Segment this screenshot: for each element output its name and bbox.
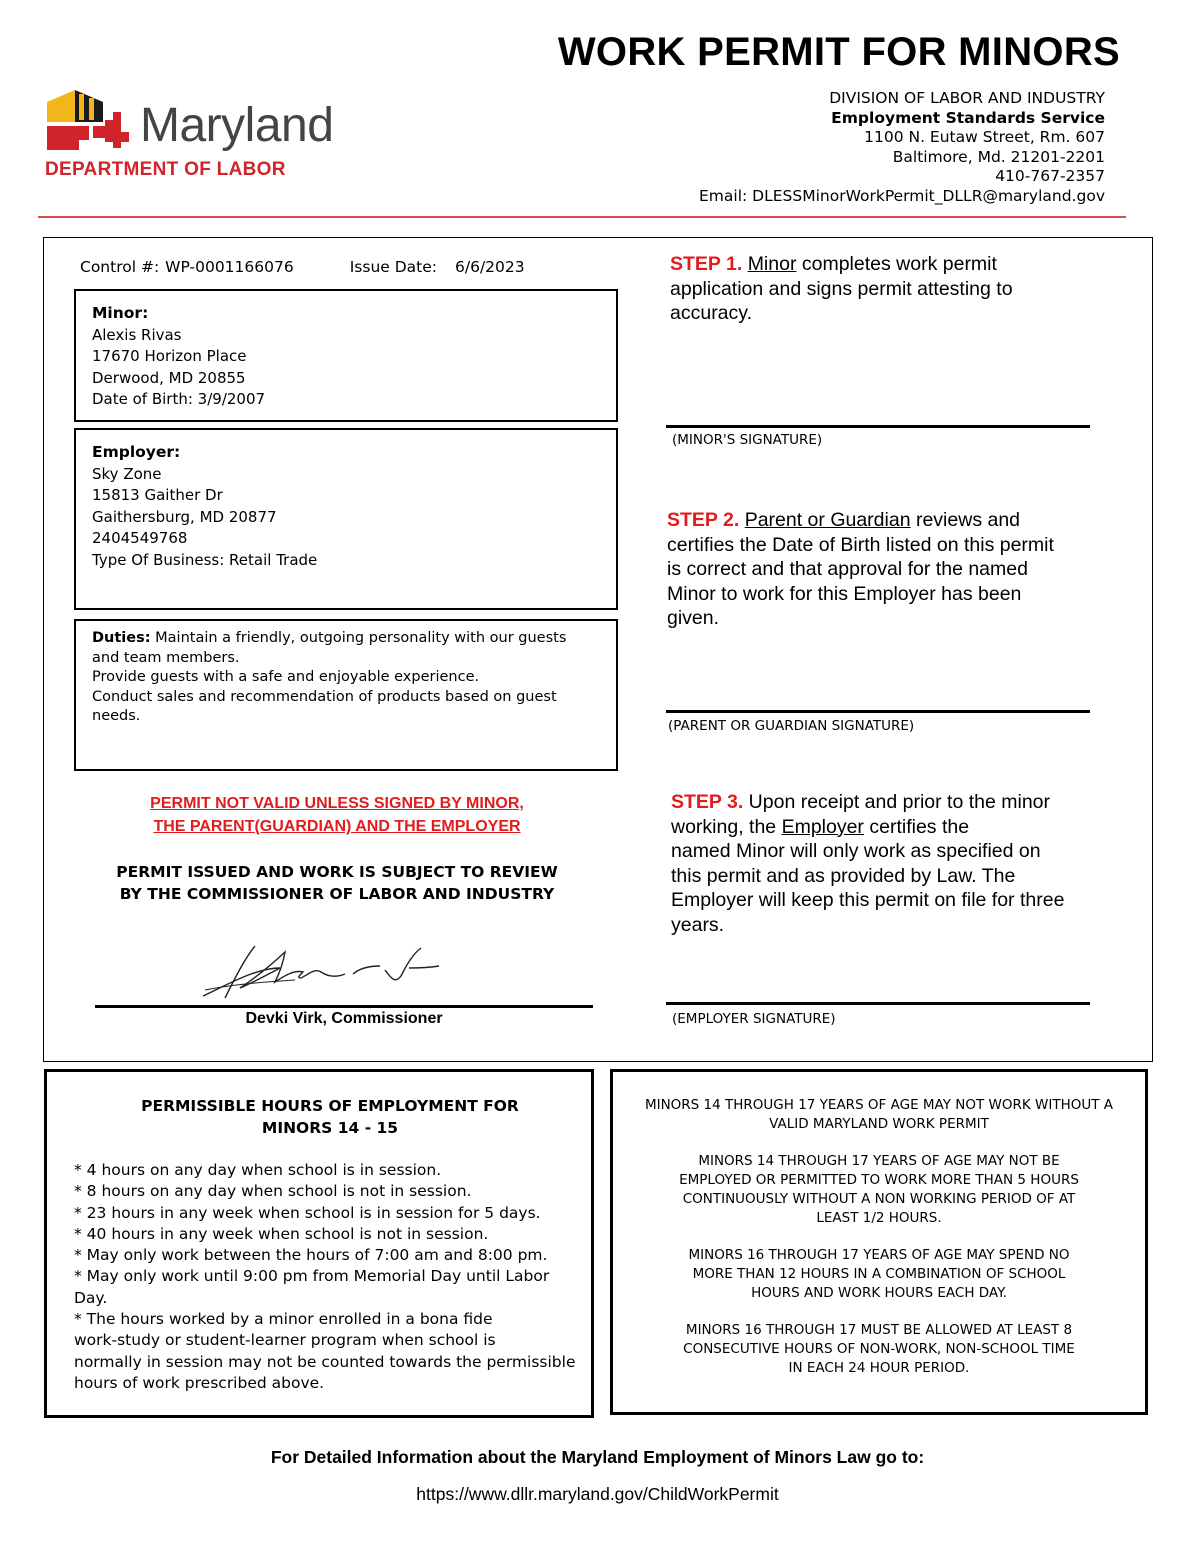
minor-heading: Minor: [92,304,149,322]
list-item: normally in session may not be counted towards the permissible [74,1352,576,1371]
validity-warning-line-2: THE PARENT(GUARDIAN) AND THE EMPLOYER [153,818,521,835]
rule-2-line-1: MINORS 14 THROUGH 17 YEARS OF AGE MAY NOT BE [698,1153,1060,1169]
employer-info-box [74,428,618,610]
rule-3-line-2: MORE THAN 12 HOURS IN A COMBINATION OF SCHOOL [692,1266,1066,1282]
review-notice-line-2: BY THE COMMISSIONER OF LABOR AND INDUSTRY [119,884,555,903]
footer-info: For Detailed Information about the Maryland Employment of Minors Law go to: [270,1447,925,1467]
header-divider [38,216,1126,218]
rule-3 [618,1246,1140,1303]
commissioner-signature-icon [195,938,445,1004]
permissible-hours-title [70,1096,590,1139]
step-2-line-5: given. [667,607,720,629]
logo-department: DEPARTMENT OF LABOR [45,159,286,180]
rule-4-line-3: IN EACH 24 HOUR PERIOD. [788,1360,970,1376]
city-address: Baltimore, Md. 21201-2201 [892,147,1105,166]
duties-line-1: Maintain a friendly, outgoing personality with our guests [155,630,567,646]
logo-wordmark: Maryland [140,99,334,152]
street-address: 1100 N. Eutaw Street, Rm. 607 [864,128,1105,146]
step-3-line-3: named Minor will only work as specified on [671,840,1041,862]
permit-ids [80,258,531,276]
step-3-line-4: this permit and as provided by Law. The [671,864,1016,887]
control-label: Control #: [80,258,160,276]
list-item: * 8 hours on any day when school is not in session. [74,1182,472,1201]
duties-label: Duties: [92,630,151,646]
list-item: hours of work prescribed above. [74,1373,325,1392]
age-rules-text [618,1096,1140,1396]
employer-signature-line[interactable] [666,1002,1090,1005]
step-2-line-4: Minor to work for this Employer has been [667,582,1022,605]
rule-1-line-1: MINORS 14 THROUGH 17 YEARS OF AGE MAY NOT WORK WITHOUT A [644,1097,1114,1113]
rule-3-line-1: MINORS 16 THROUGH 17 YEARS OF AGE MAY SPEND NO [688,1247,1070,1263]
minor-dob: Date of Birth: 3/9/2007 [92,390,266,408]
permissible-hours-list [74,1160,582,1394]
duties-line-4: Conduct sales and recommendation of products based on guest [92,688,557,705]
rule-4 [618,1321,1140,1378]
step-2-line-2: certifies the Date of Birth listed on this permit [667,533,1054,556]
commissioner-signature-line [95,1005,593,1008]
step-1-line-2: application and signs permit attesting to [670,277,1013,300]
commissioner-name: Devki Virk, Commissioner [245,1010,443,1027]
minor-name: Alexis Rivas [92,325,182,344]
step-1-line-3: accuracy. [670,302,752,324]
review-notice [70,862,604,905]
step-3-line-5: Employer will keep this permit on file for three [671,889,1065,911]
parent-signature-caption: (PARENT OR GUARDIAN SIGNATURE) [668,718,915,734]
rule-4-line-2: CONSECUTIVE HOURS OF NON-WORK, NON-SCHOOL TIME [683,1341,1075,1357]
rule-4-line-1: MINORS 16 THROUGH 17 MUST BE ALLOWED AT LEAST 8 [685,1322,1073,1338]
duties-line-3: Provide guests with a safe and enjoyable experience. [92,669,480,685]
employer-city: Gaithersburg, MD 20877 [92,507,277,526]
minor-city: Derwood, MD 20855 [92,368,246,387]
rule-2-line-2: EMPLOYED OR PERMITTED TO WORK MORE THAN 5 HOURS [679,1172,1079,1188]
issue-date-label: Issue Date: [349,258,437,276]
step-3-line-1: Upon receipt and prior to the minor [743,791,1051,813]
hours-title-line-1: PERMISSIBLE HOURS OF EMPLOYMENT FOR [141,1097,519,1115]
list-item: * 23 hours in any week when school is in session for 5 days. [74,1203,541,1222]
page-title: WORK PERMIT FOR MINORS [557,30,1120,74]
parent-signature-line[interactable] [666,710,1090,713]
control-number: WP-0001166076 [165,258,294,276]
rule-2-line-4: LEAST 1/2 HOURS. [816,1210,942,1226]
duties-box [74,619,618,771]
step-3-line-2b: certifies the [863,815,970,838]
step-3-number: STEP 3. [671,791,744,813]
validity-warning-line-1: PERMIT NOT VALID UNLESS SIGNED BY MINOR, [150,795,524,812]
minor-signature-line[interactable] [666,425,1090,428]
rule-1 [618,1096,1140,1134]
employer-phone: 2404549768 [92,529,188,547]
minor-info-box [74,289,618,422]
step-1-number: STEP 1. [670,253,743,275]
phone-number: 410-767-2357 [995,167,1105,185]
rule-2-line-3: CONTINUOUSLY WITHOUT A NON WORKING PERIOD OF AT [682,1191,1076,1207]
minor-signature-caption: (MINOR'S SIGNATURE) [672,432,823,448]
rule-2 [618,1152,1140,1228]
step-2-underlined: Parent or Guardian [744,509,911,531]
step-3-line-6: years. [671,913,725,936]
agency-address-block [699,89,1105,206]
minor-street: 17670 Horizon Place [92,347,247,365]
email-address: Email: DLESSMinorWorkPermit_DLLR@maryland.gov [699,186,1105,205]
validity-warning [70,792,604,838]
step-2-text [667,508,1137,631]
footer-url-link[interactable]: https://www.dllr.maryland.gov/ChildWorkPermit [416,1484,779,1504]
service-name: Employment Standards Service [831,108,1105,127]
rule-1-line-2: VALID MARYLAND WORK PERMIT [769,1116,989,1132]
step-1-line-1: completes work permit [796,253,997,275]
list-item: * 40 hours in any week when school is not in session. [74,1224,489,1243]
division-name: DIVISION OF LABOR AND INDUSTRY [829,89,1105,107]
employer-heading: Employer: [92,443,181,461]
review-notice-line-1: PERMIT ISSUED AND WORK IS SUBJECT TO REVIEW [116,863,558,881]
step-3-text [671,790,1141,937]
list-item: work-study or student-learner program when school is [74,1331,496,1350]
step-2-line-1: reviews and [910,509,1021,531]
step-2-line-3: is correct and that approval for the named [667,558,1028,580]
issue-date: 6/6/2023 [455,258,525,276]
employer-street: 15813 Gaither Dr [92,486,223,504]
employer-name: Sky Zone [92,464,162,483]
step-3-line-2a: working, the [671,815,782,838]
rule-3-line-3: HOURS AND WORK HOURS EACH DAY. [751,1285,1007,1301]
list-item: * 4 hours on any day when school is in session. [74,1161,442,1179]
employer-signature-caption: (EMPLOYER SIGNATURE) [672,1011,836,1027]
list-item: * May only work between the hours of 7:00 am and 8:00 pm. [74,1246,548,1265]
duties-line-5: needs. [92,708,141,724]
duties-line-2: and team members. [92,649,240,666]
step-1-text [670,252,1130,326]
step-1-underlined: Minor [747,253,797,275]
step-2-number: STEP 2. [667,509,740,531]
list-item: Day. [74,1288,108,1307]
employer-business-type: Type Of Business: Retail Trade [92,550,318,569]
hours-title-line-2: MINORS 14 - 15 [261,1118,399,1137]
list-item: * May only work until 9:00 pm from Memorial Day until Labor [74,1267,550,1286]
list-item: * The hours worked by a minor enrolled in a bona fide [74,1310,493,1329]
step-3-underlined: Employer [781,815,864,838]
